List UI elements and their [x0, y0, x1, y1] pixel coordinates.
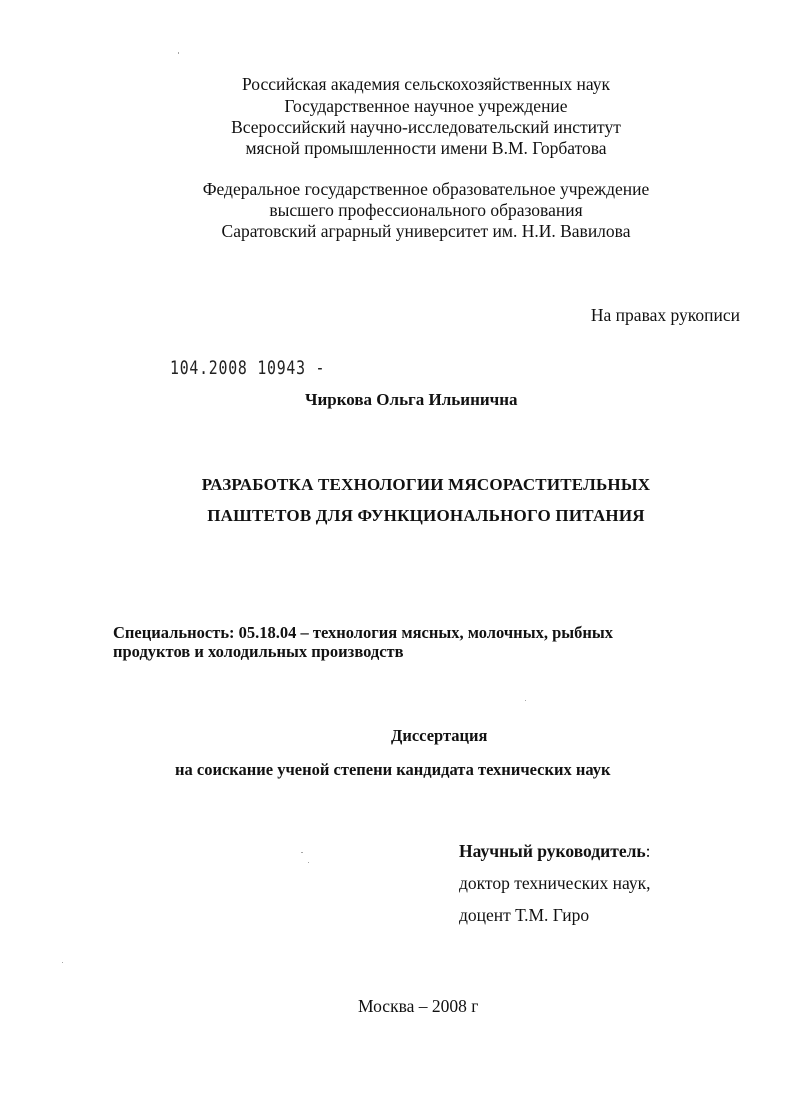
specialty-line-2: продуктов и холодильных производств	[113, 642, 404, 661]
scan-speck	[525, 700, 526, 701]
title-line-1: РАЗРАБОТКА ТЕХНОЛОГИИ МЯСОРАСТИТЕЛЬНЫХ	[201, 475, 651, 494]
registration-number: 104.2008 10943 -	[170, 357, 326, 379]
org2-line-2: высшего профессионального образования	[269, 200, 583, 220]
scan-speck	[62, 962, 63, 963]
footer-place-year: Москва – 2008 г	[358, 996, 479, 1016]
supervisor-label: Научный руководитель	[459, 841, 646, 861]
org1-line-1: Российская академия сельскохозяйственных наук	[241, 74, 611, 94]
specialty-line-1: Специальность: 05.18.04 – технология мясных, молочных, рыбных	[113, 623, 614, 642]
supervisor-name: доцент Т.М. Гиро	[459, 905, 590, 925]
dissertation-heading: Диссертация	[391, 726, 488, 745]
org1-line-4: мясной промышленности имени В.М. Горбатова	[245, 138, 607, 158]
scan-speck	[301, 852, 303, 853]
org2-line-1: Федеральное государственное образовательное учреждение	[202, 179, 650, 199]
org1-line-3: Всероссийский научно-исследовательский институт	[231, 117, 621, 137]
scan-speck	[308, 862, 309, 863]
title-line-2: ПАШТЕТОВ ДЛЯ ФУНКЦИОНАЛЬНОГО ПИТАНИЯ	[207, 506, 645, 525]
author-name: Чиркова Ольга Ильинична	[305, 390, 518, 409]
org1-line-2: Государственное научное учреждение	[284, 96, 568, 116]
org2-line-3: Саратовский аграрный университет им. Н.И. Вавилова	[221, 221, 631, 241]
dissertation-subheading: на соискание ученой степени кандидата технических наук	[175, 760, 611, 779]
supervisor-colon: :	[645, 841, 651, 861]
supervisor-label-row	[459, 840, 651, 862]
scan-speck	[178, 52, 179, 54]
rights-note: На правах рукописи	[590, 305, 740, 325]
supervisor-degree: доктор технических наук,	[459, 873, 651, 893]
